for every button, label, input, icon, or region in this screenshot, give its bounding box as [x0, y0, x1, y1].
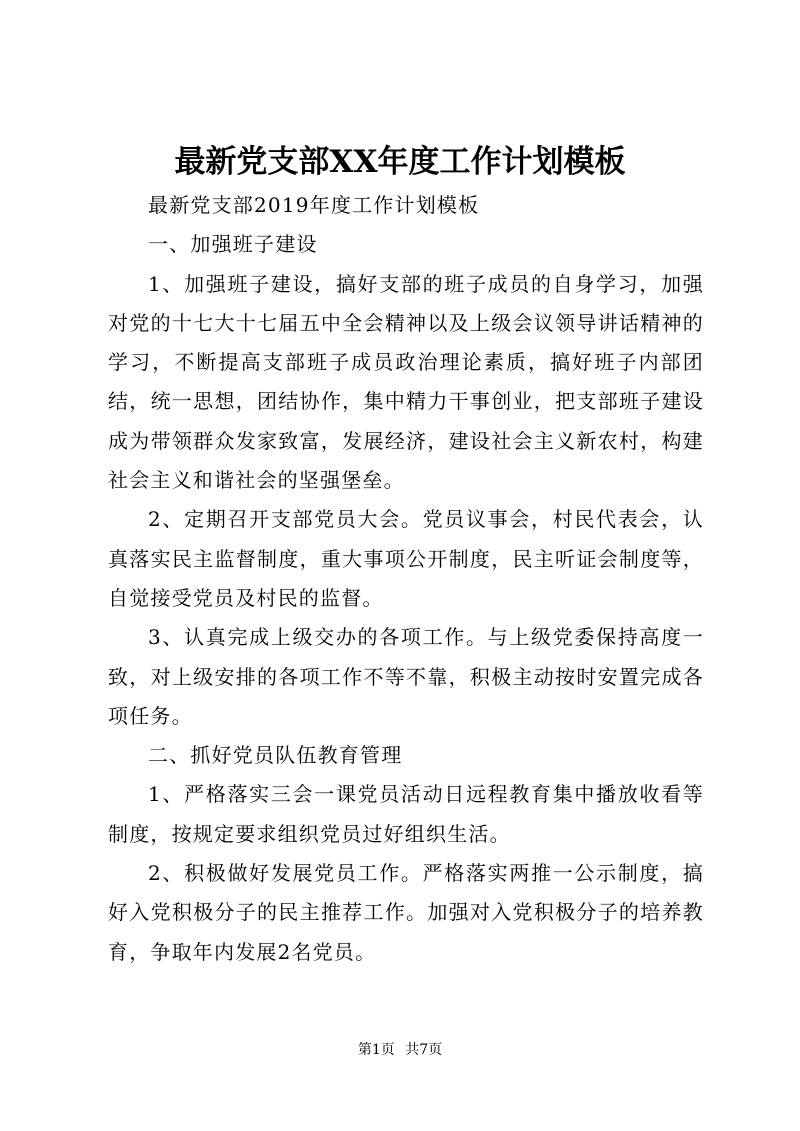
subtitle-paragraph: 最新党支部2019年度工作计划模板 [148, 193, 480, 217]
paragraph-2-1: 1、严格落实三会一课党员活动日远程教育集中播放收看等制度，按规定要求组织党员过好组织生活。 [108, 782, 704, 846]
document-title: 最新党支部XX年度工作计划模板 [174, 144, 626, 180]
page-number-total: 共7页 [405, 1042, 443, 1058]
section-heading-1: 一、加强班子建设 [148, 232, 318, 257]
paragraph-2-2: 2、积极做好发展党员工作。严格落实两推一公示制度，搞好入党积极分子的民主推荐工作。加强对入党积极分子的培养教育，争取年内发展2名党员。 [108, 861, 704, 964]
document-body [108, 186, 704, 972]
page-footer [0, 1040, 800, 1060]
page-number-current: 第1页 [357, 1042, 395, 1058]
section-heading-2: 二、抓好党员队伍教育管理 [148, 743, 403, 768]
paragraph-1-2: 2、定期召开支部党员大会。党员议事会，村民代表会，认真落实民主监督制度，重大事项公开制度，民主听证会制度等，自觉接受党员及村民的监督。 [108, 507, 704, 610]
paragraph-1-3: 3、认真完成上级交办的各项工作。与上级党委保持高度一致，对上级安排的各项工作不等不靠，积极主动按时安置完成各项任务。 [108, 625, 704, 728]
paragraph-1-1: 1、加强班子建设，搞好支部的班子成员的自身学习，加强对党的十七大十七届五中全会精神以及上级会议领导讲话精神的学习，不断提高支部班子成员政治理论素质，搞好班子内部团结，统一思想，团结协作，集中精力干事创业，把支部班子建设成为带领群众发家致富，发展经济，建设社会主义新农村，构建社会主义和谐社会的坚强堡垒。 [108, 271, 704, 493]
